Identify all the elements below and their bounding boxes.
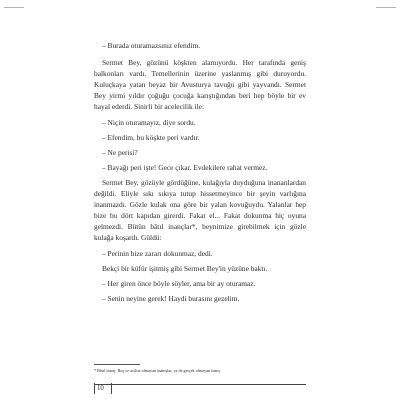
paragraph: Bekçi bir küfür işitmiş gibi Sermet Bey'in yüzüne baktı. (102, 263, 268, 273)
body-text (94, 40, 306, 308)
paragraph: – Niçin oturamayız, diye sordu. (102, 117, 196, 127)
paragraph: – Burada oturamazsınız efendim. (102, 41, 201, 50)
paragraph: – Efendim, bu köşkte peri vardır. (102, 132, 200, 142)
paragraph: – Senin neyine gerek! Haydi burasını gezelim. (102, 293, 240, 303)
top-left-crop-mark (4, 7, 24, 8)
paragraph: Sermet Bey, gözüyle gördüğüne, kulağıyla duyduğuna inananlardan değildi. Eliyle sıkı sıkıya tutup hissetmeyince bir şeyin varlığına inanmazdı. Gözle kulak ona göre bir yalan kovuğuydu. Yalanlar hep bize bu dört kapıdan girerdi. Fakat el... Fakat dokunma hiç oyuna gelmezdi. Bütün bâtıl inançlar*, beynimize girebilmek için gözle kulağa koşardı. Güldü: (94, 177, 306, 243)
paragraph: – Ne perisi? (102, 147, 138, 157)
paragraph: – Her giren önce böyle söyler, ama bir ay oturamaz. (102, 278, 256, 288)
top-right-crop-mark (376, 7, 396, 8)
paragraph: Sermet Bey, gözünü köşkten alamıyordu. Her tarafında geniş balkonları vardı. Temellerinin üzerine yaslanmış gibi duruyordu. Kuluçkaya yatan beyaz bir Avusturya tavuğu gibi yayvandı. Sermet Bey yirmi yıldır çoğuğu çocuğa karıştığından beri hep böyle bir ev hayal ederdi. Sinirli bir acelecilik ile: (94, 58, 306, 112)
footer-line (94, 384, 306, 385)
footnote-rule (94, 364, 140, 365)
paragraph: – Perinin bize zararı dokunmaz, dedi. (102, 248, 213, 258)
footnote: * Bâtıl inanç: Boş ve asılsız olmayan inanışlar, ya da gerçek olmayan inanç. (94, 368, 222, 373)
paragraph: – Bayağı peri işte! Gece çıkar. Evdekilere rahat vermez. (102, 162, 268, 172)
page-number: 10 (97, 385, 104, 392)
